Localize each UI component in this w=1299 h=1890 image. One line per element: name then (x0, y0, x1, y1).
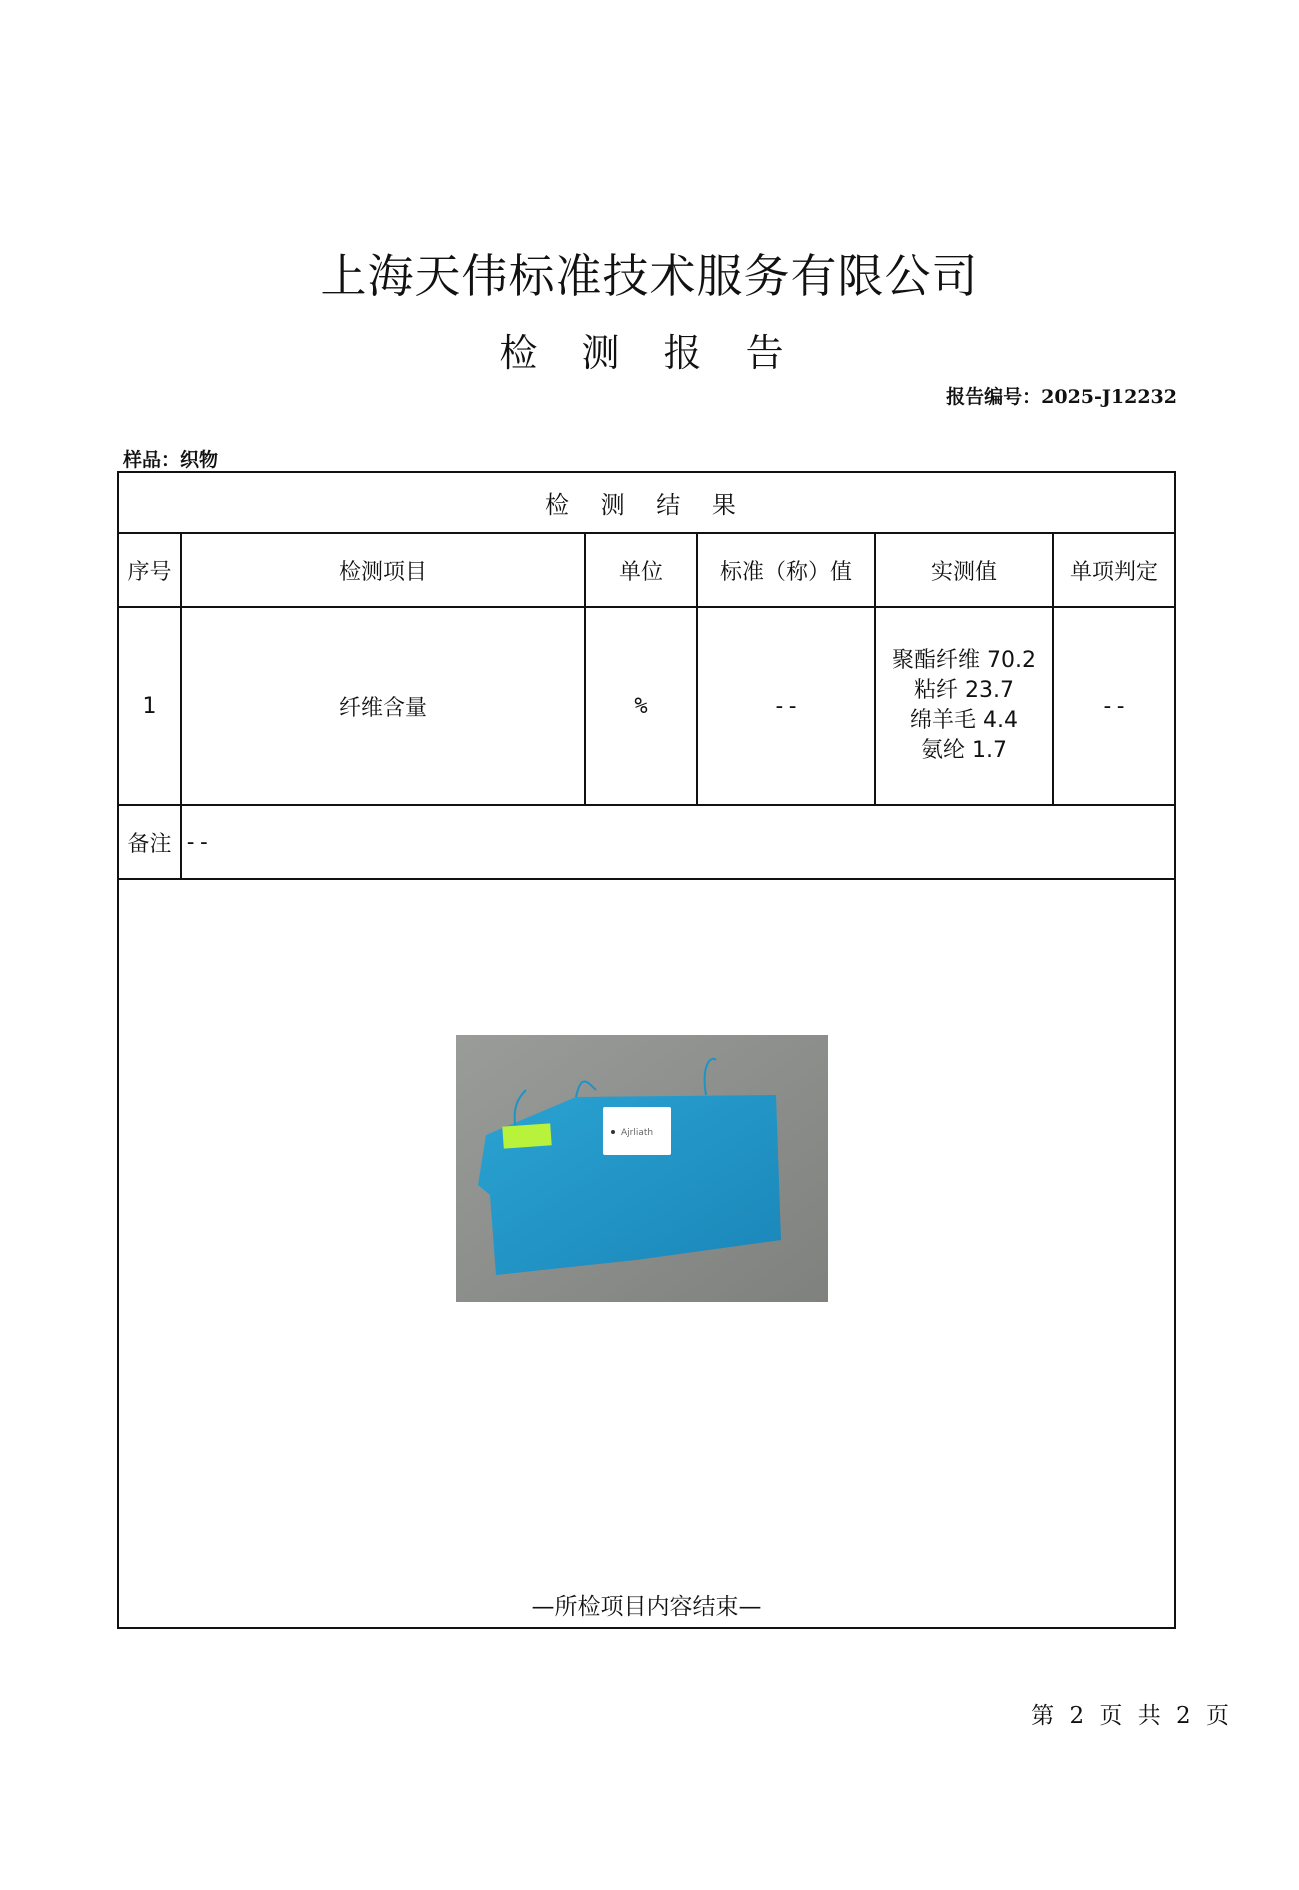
sample-label: 样品：织物 (123, 449, 219, 471)
table-rule (119, 878, 1174, 880)
column-header-standard: 标准（称）值 (719, 559, 852, 585)
sample-photo (456, 1035, 828, 1302)
row-unit: % (634, 693, 648, 719)
measured-value-line: 粘纤 23.7 (914, 678, 1014, 703)
remarks-value: -- (184, 829, 211, 855)
column-header-verdict: 单项判定 (1069, 559, 1158, 585)
row-standard: -- (772, 693, 800, 719)
results-table (117, 471, 1176, 1629)
page-number: 第 2 页 共 2 页 (1031, 1703, 1233, 1729)
measured-value-line: 聚酯纤维 70.2 (892, 648, 1036, 673)
column-header-unit: 单位 (618, 559, 663, 585)
column-header-measured: 实测值 (930, 559, 997, 585)
row-item: 纤维含量 (338, 695, 427, 721)
report-number: 报告编号：2025-J12232 (946, 386, 1177, 408)
results-section-title: 检 测 结 果 (545, 491, 748, 519)
row-measured-values (876, 608, 1052, 804)
column-header-index: 序号 (127, 559, 172, 585)
row-index: 1 (142, 693, 157, 719)
remarks-label: 备注 (127, 831, 172, 857)
report-title: 检 测 报 告 (499, 331, 800, 375)
column-header-item: 检测项目 (338, 559, 427, 585)
end-of-report-note: —所检项目内容结束— (531, 1594, 762, 1620)
fabric-sample-image (456, 1035, 828, 1302)
tag-text: Ajrliath (621, 1128, 654, 1138)
company-name: 上海天伟标准技术服务有限公司 (320, 249, 979, 303)
measured-value-line: 氨纶 1.7 (921, 738, 1007, 763)
row-verdict: -- (1100, 693, 1128, 719)
measured-value-line: 绵羊毛 4.4 (910, 708, 1018, 733)
table-rule (119, 804, 1174, 806)
